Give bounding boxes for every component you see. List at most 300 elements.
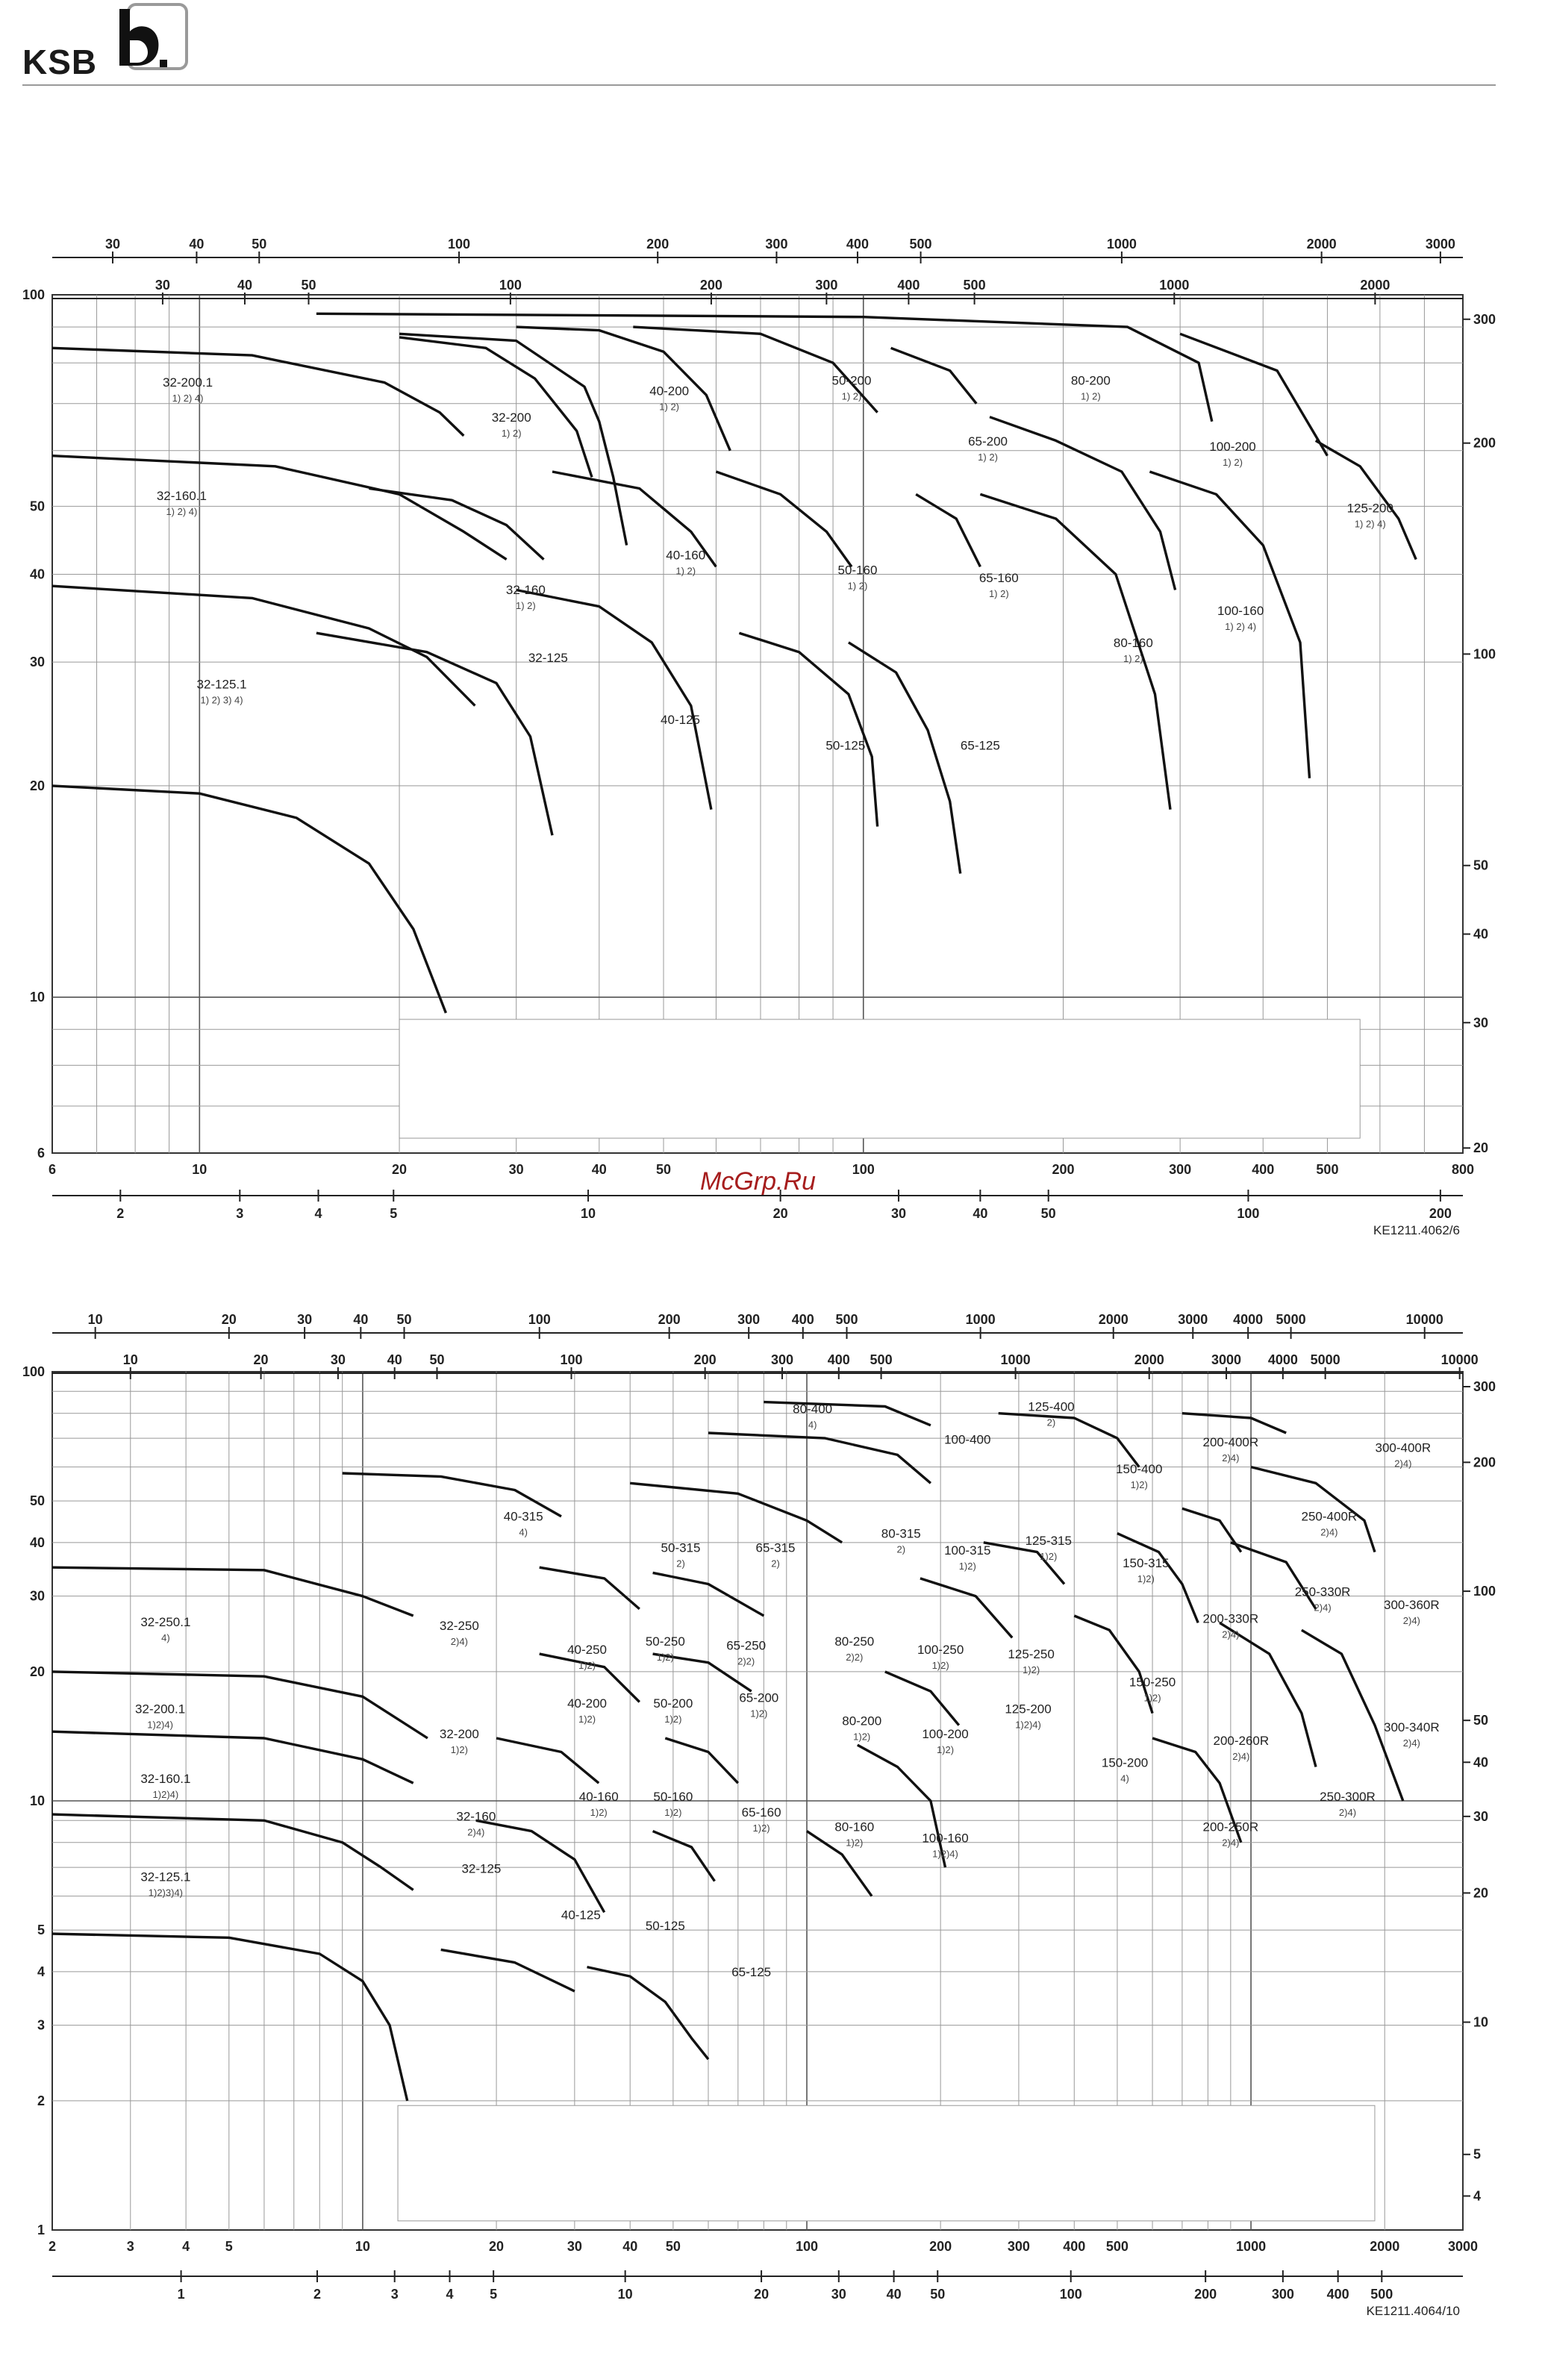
pump-curve [653,1831,715,1881]
x-tick-label: 500 [1105,2239,1129,2254]
pump-curve [920,1578,1012,1638]
right-scale-label: 20 [1473,1140,1489,1156]
curve-note: 1) 2) 3) 4) [200,694,243,706]
top-scale-2-label: 5000 [1310,1352,1340,1367]
bottom-scale-label: 2 [116,1206,125,1221]
bottom-scale-label: 4 [446,2287,454,2302]
right-scale-label: 100 [1473,1584,1496,1599]
y-tick-label: 2 [37,2093,45,2108]
top-scale-1-label: 3000 [1178,1314,1208,1327]
y-tick-label: 20 [29,778,45,793]
top-scale-2-label: 1000 [1000,1352,1031,1367]
curve-note: 1) 2) 4) [172,393,204,405]
curve-note: 2)2) [846,1652,864,1664]
y-tick-label: 40 [29,566,45,582]
bottom-scale-label: 100 [1059,2287,1082,2302]
right-scale-label: 30 [1473,1015,1489,1031]
legend-table-box [398,2105,1375,2221]
top-scale-1-label: 40 [353,1314,369,1327]
curve-note: 4) [161,1632,170,1644]
curve-label: 100-160 [922,1831,969,1846]
y-tick-label: 100 [22,287,45,302]
top-scale-2-label: 20 [253,1352,269,1367]
top-scale-2-label: 40 [387,1352,402,1367]
pump-curve [587,1967,709,2060]
curve-label: 65-125 [731,1965,772,1980]
performance-chart-2 [0,1314,1542,2373]
curve-note: 2) [896,1543,906,1555]
curve-note: 1) 2) [847,580,868,592]
curve-note: 1)2) [936,1743,955,1755]
x-tick-label: 3000 [1447,2239,1479,2254]
curve-label: 300-340R [1383,1720,1440,1735]
right-scale-label: 300 [1473,311,1496,327]
right-scale-label: 200 [1473,435,1496,451]
curve-label: 32-250.1 [140,1615,191,1630]
x-tick-label: 20 [392,1162,408,1177]
y-tick-label: 20 [29,1664,45,1679]
bottom-scale-label: 200 [1194,2287,1217,2302]
curve-label: 200-400R [1202,1435,1259,1450]
curve-label: 80-250 [834,1634,875,1649]
x-tick-label: 300 [1007,2239,1030,2254]
pump-curve [849,643,961,874]
curve-label: 65-160 [978,570,1019,585]
pump-curve [369,489,543,560]
curve-note: 1) 2) 4) [1354,518,1386,530]
y-tick-label: 30 [29,1588,45,1604]
curve-label: 100-160 [1217,604,1264,619]
curve-note: 1)2) [1143,1692,1161,1704]
y-tick-label: 100 [22,1364,45,1379]
curve-note: 2) [1046,1417,1056,1428]
curve-note: 1) 2) [988,587,1009,599]
top-scale-1-label: 500 [909,237,932,252]
curve-note: 2)4) [1314,1602,1332,1614]
x-tick-label: 20 [489,2239,505,2254]
bottom-scale-label: 500 [1370,2287,1393,2302]
y-axis-ticks [22,287,45,1161]
curve-note: 1) 2) [1080,390,1101,402]
top-scale-2-label: 3000 [1211,1352,1242,1367]
curve-label: 50-250 [645,1634,685,1649]
y-tick-label: 6 [37,1146,45,1161]
curve-note: 2)4) [1232,1751,1250,1763]
curve-note: 2)4) [467,1826,485,1838]
top-scale-2-label: 2000 [1134,1352,1164,1367]
curve-label: 50-200 [653,1696,693,1711]
curve-label: 150-200 [1101,1755,1149,1770]
curve-label: 150-400 [1116,1462,1163,1477]
bottom-scale-label: 4 [314,1206,322,1221]
curve-label: 200-330R [1202,1611,1259,1626]
top-scale-2 [52,1352,1479,1379]
y-tick-label: 50 [29,499,45,514]
curve-label: 250-300R [1320,1790,1376,1804]
curve-label: 50-160 [837,563,878,578]
curve-note: 1)2)3)4) [148,1887,184,1899]
top-scale-1 [52,1314,1463,1339]
curve-label: 32-160 [505,582,546,597]
top-scale-2-label: 50 [301,278,316,293]
curve-note: 2) [771,1558,780,1570]
curve-label: 150-315 [1123,1556,1170,1571]
bottom-scale-label: 3 [236,1206,244,1221]
curve-note: 1) 2) [675,565,696,577]
curve-label: 32-125 [528,651,568,666]
pump-curve [441,1949,575,1991]
curve-note: 1)2) [853,1731,871,1743]
curve-label: 125-200 [1005,1702,1052,1717]
pump-curve [52,1567,413,1616]
curve-label: 65-200 [739,1690,779,1705]
top-scale-1-label: 100 [528,1314,551,1327]
right-scale [1463,312,1496,1155]
curve-note: 1)2) [664,1713,682,1725]
top-scale-1-label: 10 [87,1314,103,1327]
curve-note: 1) 2) [1223,456,1243,468]
bottom-scale-label: 20 [772,1206,788,1221]
x-tick-label: 50 [655,1162,672,1177]
bottom-scale-label: 200 [1429,1206,1452,1221]
curve-note: 2)4) [1402,1614,1420,1626]
pump-curves [52,313,1416,1013]
top-scale-2-label: 10 [122,1352,138,1367]
top-scale-1-label: 300 [737,1314,761,1327]
right-scale-label: 300 [1473,1379,1496,1395]
y-tick-label: 30 [29,655,45,670]
top-scale-2-label: 50 [429,1352,445,1367]
curve-note: 1)2) [1130,1479,1148,1491]
right-scale-label: 4 [1473,2188,1482,2204]
top-scale-1-label: 400 [846,237,869,252]
top-scale-1-label: 100 [448,237,471,252]
bottom-scale-label: 100 [1237,1206,1260,1221]
pump-curve [984,1543,1064,1584]
top-scale-1-label: 40 [189,237,205,252]
pump-curve [52,1814,413,1890]
top-scale-2-label: 2000 [1360,278,1390,293]
curve-note: 1)2) [578,1713,596,1725]
curve-label: 65-250 [726,1638,767,1653]
curve-note: 1)2)4) [932,1848,958,1860]
x-tick-label: 500 [1316,1162,1339,1177]
curve-note: 2)4) [1402,1737,1420,1749]
right-scale-label: 50 [1473,858,1489,873]
curve-label: 32-125.1 [140,1870,191,1884]
curve-label: 100-200 [922,1726,969,1741]
bottom-scale-label: 30 [831,2287,846,2302]
curve-label: 80-400 [793,1402,833,1417]
top-scale-1-label: 1000 [965,1314,996,1327]
bottom-scale-label: 1 [177,2287,185,2302]
pump-curve [916,494,980,566]
x-tick-label: 10 [355,2239,370,2254]
bottom-scale-label: 300 [1271,2287,1294,2302]
top-scale-2-label: 30 [154,278,170,293]
curve-label: 32-160.1 [156,489,207,504]
curve-note: 1) 2) [501,427,522,439]
top-scale-2-label: 100 [499,278,522,293]
curve-note: 1)2) [752,1822,770,1834]
curve-label: 250-330R [1294,1584,1351,1599]
curve-note: 2) [676,1558,685,1570]
top-scale-1-label: 20 [221,1314,237,1327]
top-scale-2-label: 1000 [1159,278,1190,293]
x-tick-label: 100 [852,1162,875,1177]
curve-note: 1)2) [750,1708,768,1720]
bottom-scale [52,2270,1463,2302]
curve-note: 1)2)4) [1015,1719,1041,1731]
curve-label: 65-200 [968,434,1008,449]
curve-note: 1)2) [1023,1664,1040,1675]
curve-label: 80-200 [1070,373,1111,388]
curve-note: 2)4) [450,1636,468,1648]
curve-note: 2)4) [1394,1458,1412,1469]
curve-label: 50-125 [825,738,866,753]
curve-note: 4) [1120,1772,1129,1784]
pump-curve [516,327,731,451]
curve-label: 40-160 [666,548,706,563]
pump-curve [990,417,1176,590]
x-tick-label: 400 [1252,1162,1275,1177]
top-scale-1-label: 50 [396,1314,412,1327]
pump-curve [630,1483,842,1543]
top-scale-2-label: 400 [827,1352,850,1367]
curve-note: 1)2) [846,1837,864,1849]
pump-curve [980,494,1170,809]
top-scale-2-label: 300 [815,278,838,293]
curve-note: 2)4) [1338,1807,1357,1818]
top-scale-2-label: 300 [770,1352,793,1367]
curve-note: 1) 2) [978,452,998,463]
bottom-scale-label: 10 [581,1206,596,1221]
pump-curve [52,586,475,705]
curve-note: 1) 2) [659,401,680,413]
top-scale-2-label: 200 [699,278,722,293]
top-scale-1-label: 2000 [1098,1314,1129,1327]
curve-label: 80-160 [834,1820,875,1834]
curve-label: 200-260R [1213,1734,1270,1749]
pump-curve [1074,1616,1152,1714]
y-tick-label: 10 [29,1793,45,1808]
top-scale-1-label: 300 [765,237,788,252]
top-scale-1-label: 200 [658,1314,681,1327]
top-scale-2-label: 500 [870,1352,893,1367]
curve-note: 4) [808,1419,817,1431]
curve-label: 32-200 [491,410,531,425]
pump-curve [716,472,852,566]
curve-label: 32-125.1 [196,677,247,692]
performance-chart-1 [0,224,1542,1269]
curve-label: 32-160.1 [140,1772,191,1787]
curve-label: 50-125 [645,1919,685,1934]
x-tick-label: 6 [48,1162,57,1177]
y-tick-label: 10 [29,990,45,1005]
bottom-scale-label: 50 [1040,1206,1056,1221]
curve-label: 40-200 [649,384,690,399]
curve-label: 40-125 [561,1908,601,1923]
curve-label: 100-200 [1209,439,1256,454]
curve-labels [157,373,1393,752]
top-scale-1-label: 10000 [1405,1314,1443,1327]
curve-label: 32-200.1 [162,375,213,390]
top-scale-2-label: 200 [693,1352,717,1367]
curve-note: 1)2) [1137,1573,1155,1585]
top-scale-1-label: 3000 [1425,237,1455,252]
top-scale-1-label: 30 [104,237,121,252]
curve-note: 2)4) [1222,1837,1240,1849]
legend-table-box [399,1019,1360,1138]
pump-curve [1182,1414,1286,1433]
curve-label: 40-125 [661,712,700,727]
curve-label: 65-315 [755,1540,796,1555]
right-scale-label: 30 [1473,1808,1489,1824]
curve-note: 1)2) [578,1660,596,1672]
pump-curve [52,348,463,436]
curve-label: 80-200 [842,1714,882,1728]
curve-label: 40-250 [567,1643,608,1658]
top-scale-1 [52,237,1463,263]
pump-curve [52,1672,428,1738]
x-tick-label: 300 [1169,1162,1192,1177]
pump-curve [1302,1630,1403,1801]
chart-reference: KE1211.4062/6 [1373,1223,1460,1237]
bottom-scale-label: 50 [930,2287,946,2302]
bottom-scale-label: 5 [390,1206,398,1221]
watermark: McGrp.Ru [700,1167,816,1196]
curve-label: 300-400R [1375,1440,1432,1455]
curve-label: 32-200.1 [135,1702,186,1717]
x-tick-label: 3 [126,2239,134,2254]
top-scale-1-label: 5000 [1276,1314,1306,1327]
x-tick-label: 200 [1052,1162,1075,1177]
curve-note: 1)2)4) [147,1719,173,1731]
pump-curve [52,456,507,560]
right-scale-label: 40 [1473,926,1489,942]
curve-note: 1) 2) 4) [166,506,198,518]
pump-curve [516,590,711,810]
curve-label: 32-250 [439,1619,479,1634]
pump-curve [316,313,1212,422]
top-scale-1-label: 400 [791,1314,814,1327]
y-axis-ticks [22,1364,45,2237]
page-header [0,0,1542,90]
pump-curve [496,1738,599,1783]
pump-curve [1182,1508,1241,1552]
top-scale-1-label: 4000 [1233,1314,1264,1327]
pump-curves [52,1399,1403,2101]
y-tick-label: 4 [37,1964,45,1979]
curve-label: 50-315 [661,1540,701,1555]
curve-note: 1)2) [590,1807,608,1818]
right-scale-label: 5 [1473,2146,1482,2162]
right-scale-label: 200 [1473,1455,1496,1470]
top-scale-2 [52,278,1463,304]
top-scale-2-label: 500 [963,278,986,293]
y-tick-label: 1 [37,2223,45,2237]
curve-label: 50-160 [653,1790,693,1804]
x-tick-label: 5 [225,2239,233,2254]
x-tick-label: 400 [1063,2239,1086,2254]
y-tick-label: 40 [29,1534,45,1550]
pump-curve [1117,1534,1198,1623]
top-scale-2-label: 40 [237,278,252,293]
curve-note: 1)2) [958,1560,976,1572]
header-rule [22,84,1496,86]
x-tick-label: 50 [665,2239,681,2254]
top-scale-2-label: 4000 [1267,1352,1298,1367]
top-scale-1-label: 30 [297,1314,313,1327]
right-scale-label: 100 [1473,646,1496,662]
top-scale-1-label: 500 [835,1314,858,1327]
curve-note: 1) 2) [515,599,536,611]
curve-label: 50-200 [831,373,872,388]
brand-name: KSB [22,43,98,81]
curve-label: 125-315 [1025,1533,1072,1548]
top-scale-1-label: 50 [252,237,267,252]
curve-label: 100-250 [917,1643,964,1658]
top-scale-1-label: 200 [646,237,669,252]
x-tick-label: 1000 [1236,2239,1267,2254]
curve-note: 2)2) [737,1655,755,1667]
top-scale-1-label: 2000 [1306,237,1337,252]
top-scale-1-label: 1000 [1106,237,1137,252]
x-tick-label: 200 [929,2239,952,2254]
curve-note: 1) 2) [841,390,862,402]
top-scale-2-label: 10000 [1440,1352,1479,1367]
top-scale-2-label: 30 [330,1352,346,1367]
x-tick-label: 30 [508,1162,524,1177]
curve-note: 1) 2) [1123,653,1143,665]
curve-label: 32-125 [461,1861,502,1876]
bottom-scale-label: 2 [313,2287,322,2302]
curve-label: 65-160 [741,1805,781,1820]
curve-note: 1)2) [656,1652,674,1664]
x-tick-label: 10 [192,1162,207,1177]
curve-label: 250-400R [1301,1509,1358,1524]
x-tick-label: 100 [795,2239,819,2254]
curve-label: 40-200 [567,1696,608,1711]
pump-curve [1180,334,1327,455]
pump-curve [885,1672,959,1725]
curve-label: 100-315 [944,1543,991,1558]
x-tick-label: 4 [182,2239,190,2254]
curve-label: 300-360R [1383,1597,1440,1612]
x-tick-label: 30 [566,2239,582,2254]
curve-note: 1)2) [450,1743,468,1755]
pump-curve [633,327,877,412]
curve-label: 32-160 [456,1809,496,1824]
curve-note: 1)2) [664,1807,682,1818]
pump-curve [52,1934,408,2101]
curve-note: 1)2)4) [152,1789,179,1801]
pump-curve [1316,440,1417,559]
curve-note: 2)4) [1222,1628,1240,1640]
x-tick-label: 2000 [1370,2239,1400,2254]
x-tick-label: 2 [48,2239,57,2254]
curve-note: 2)4) [1222,1452,1240,1464]
y-tick-label: 5 [37,1923,45,1938]
curve-label: 150-250 [1129,1675,1176,1690]
curve-note: 1)2) [931,1660,949,1672]
bottom-scale-label: 40 [886,2287,902,2302]
top-scale-2-label: 100 [560,1352,583,1367]
curve-note: 4) [519,1526,528,1538]
right-scale-label: 50 [1473,1713,1489,1728]
pump-curve [540,1567,640,1609]
pump-curve [52,1731,413,1783]
